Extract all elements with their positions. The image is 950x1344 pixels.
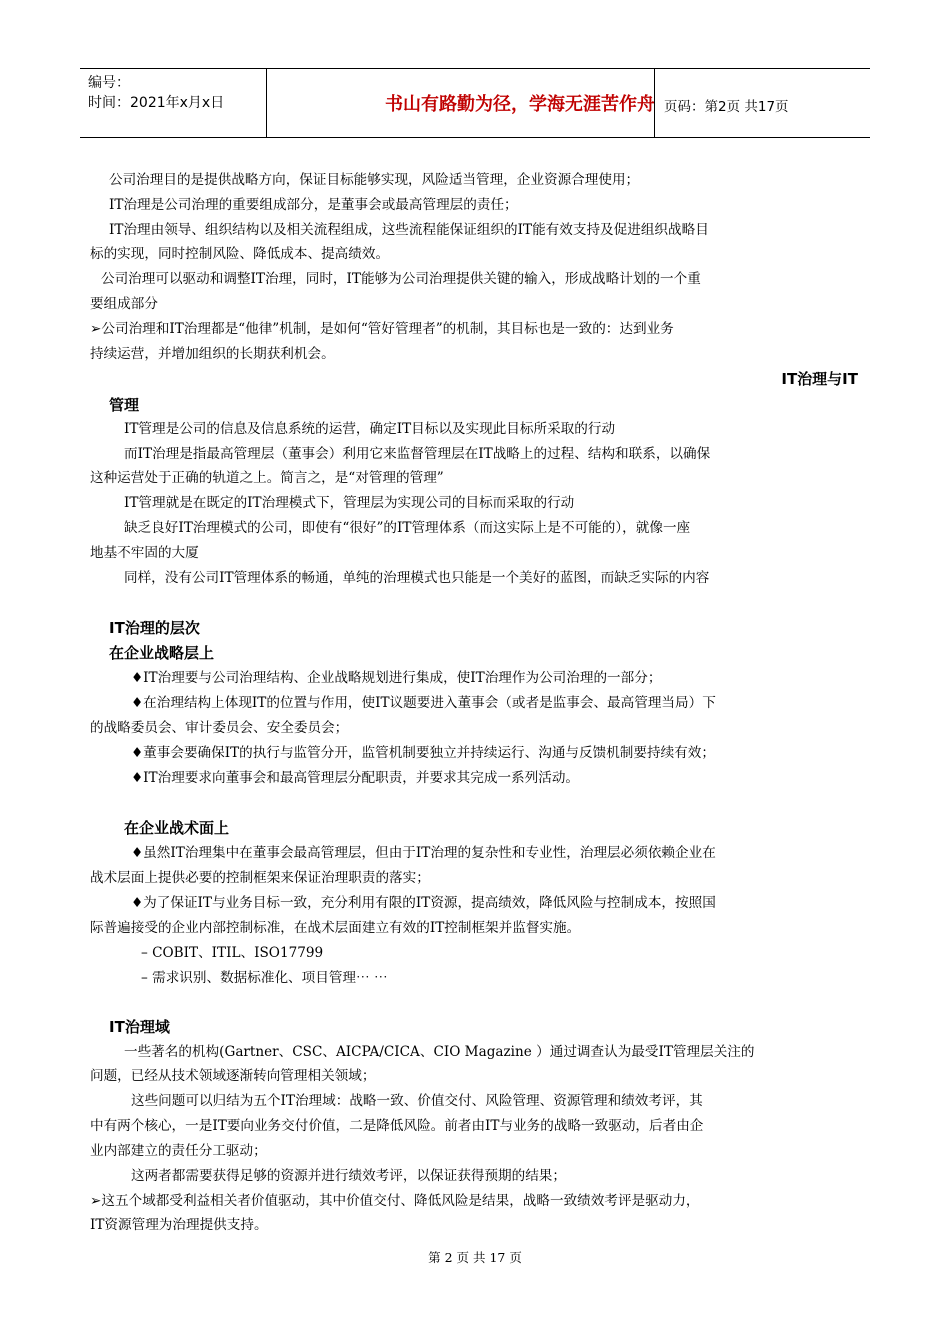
mgmt-line: 这种运营处于正确的轨道之上。简言之，是“对管理的管理” xyxy=(90,470,444,486)
section-title-mgmt-part2: 管理 xyxy=(109,396,140,414)
section-title-mgmt-part1: IT治理与IT xyxy=(781,370,858,388)
strategic-line: ♦IT治理要求向董事会和最高管理层分配职责，并要求其完成一系列活动。 xyxy=(131,770,580,786)
header-meta xyxy=(88,73,224,113)
subsection-title-tactical: 在企业战术面上 xyxy=(124,819,230,837)
section-title-levels: IT治理的层次 xyxy=(109,619,200,637)
domains-line: 问题，已经从技术领域逐渐转向管理相关领域； xyxy=(90,1068,376,1084)
page-footer: 第 2 页 共 17 页 xyxy=(428,1250,522,1265)
mgmt-line: 地基不牢固的大厦 xyxy=(90,545,199,561)
page-header xyxy=(80,68,870,138)
tactical-line: 际普遍接受的企业内部控制标准，在战术层面建立有效的IT控制框架并监督实施。 xyxy=(90,920,581,936)
tactical-line: – 需求识别、数据标准化、项目管理⋯ ⋯ xyxy=(141,970,388,986)
header-date: 时间：2021年x月x日 xyxy=(88,95,225,111)
mgmt-line: 而IT治理是指最高管理层（董事会）利用它来监督管理层在IT战略上的过程、结构和联系，以确保 xyxy=(124,446,711,462)
intro-line: 公司治理可以驱动和调整IT治理，同时，IT能够为公司治理提供关键的输入，形成战略计划的一个重 xyxy=(101,271,701,287)
tactical-line: ♦虽然IT治理集中在董事会最高管理层，但由于IT治理的复杂性和专业性，治理层必须依赖企业在 xyxy=(131,845,716,861)
intro-line: 公司治理目的是提供战略方向，保证目标能够实现，风险适当管理，企业资源合理使用； xyxy=(109,172,640,188)
mgmt-line: 缺乏良好IT治理模式的公司，即使有“很好”的IT管理体系（而这实际上是不可能的），就像一座 xyxy=(124,520,691,536)
intro-line: 标的实现，同时控制风险、降低成本、提高绩效。 xyxy=(90,246,390,262)
intro-line: ➢公司治理和IT治理都是“他律”机制，是如何“管好管理者”的机制，其目标也是一致的：达到业务 xyxy=(90,321,674,337)
tactical-line: ♦为了保证IT与业务目标一致，充分利用有限的IT资源，提高绩效，降低风险与控制成本，按照国 xyxy=(131,895,716,911)
strategic-line: 的战略委员会、审计委员会、安全委员会； xyxy=(90,720,349,736)
tactical-line: 战术层面上提供必要的控制框架来保证治理职责的落实； xyxy=(90,870,430,886)
header-divider-right xyxy=(654,69,655,137)
intro-line: 要组成部分 xyxy=(90,296,158,312)
intro-line: IT治理由领导、组织结构以及相关流程组成，这些流程能保证组织的IT能有效支持及促进组织战略目 xyxy=(109,222,709,238)
motto-text: 书山有路勤为径，学海无涯苦作舟 xyxy=(385,94,655,115)
domains-line: 中有两个核心，一是IT要向业务交付价值，二是降低风险。前者由IT与业务的战略一致驱动，后者由企 xyxy=(90,1118,704,1134)
domains-line: 一些著名的机构(Gartner、CSC、AICPA/CICA、CIO Magazine ）通过调查认为最受IT管理层关注的 xyxy=(124,1044,755,1060)
strategic-line: ♦董事会要确保IT的执行与监管分开，监管机制要独立并持续运行、沟通与反馈机制要持续有效； xyxy=(131,745,715,761)
domains-line: IT资源管理为治理提供支持。 xyxy=(90,1217,268,1233)
domains-line: ➢这五个域都受利益相关者价值驱动，其中价值交付、降低风险是结果，战略一致绩效考评是驱动力， xyxy=(90,1193,700,1209)
subsection-title-strategic: 在企业战略层上 xyxy=(109,644,215,662)
header-number: 编号： xyxy=(88,75,130,91)
mgmt-line: 同样，没有公司IT管理体系的畅通，单纯的治理模式也只能是一个美好的蓝图，而缺乏实际的内容 xyxy=(124,570,710,586)
strategic-line: ♦IT治理要与公司治理结构、企业战略规划进行集成，使IT治理作为公司治理的一部分； xyxy=(131,670,662,686)
mgmt-line: IT管理就是在既定的IT治理模式下，管理层为实现公司的目标而采取的行动 xyxy=(124,495,575,511)
domains-line: 这些问题可以归结为五个IT治理域：战略一致、价值交付、风险管理、资源管理和绩效考评，其 xyxy=(131,1093,703,1109)
header-page-number: 页码：第2页 共17页 xyxy=(664,99,789,115)
mgmt-line: IT管理是公司的信息及信息系统的运营，确定IT目标以及实现此目标所采取的行动 xyxy=(124,421,616,437)
header-divider-left xyxy=(266,69,267,137)
domains-line: 业内部建立的责任分工驱动； xyxy=(90,1143,267,1159)
intro-line: 持续运营，并增加组织的长期获利机会。 xyxy=(90,346,335,362)
intro-line: IT治理是公司治理的重要组成部分，是董事会或最高管理层的责任； xyxy=(109,197,518,213)
tactical-line: – COBIT、ITIL、ISO17799 xyxy=(141,945,324,961)
domains-line: 这两者都需要获得足够的资源并进行绩效考评，以保证获得预期的结果； xyxy=(131,1168,566,1184)
strategic-line: ♦在治理结构上体现IT的位置与作用，使IT议题要进入董事会（或者是监事会、最高管理当局）下 xyxy=(131,695,716,711)
section-title-domains: IT治理域 xyxy=(109,1018,170,1036)
